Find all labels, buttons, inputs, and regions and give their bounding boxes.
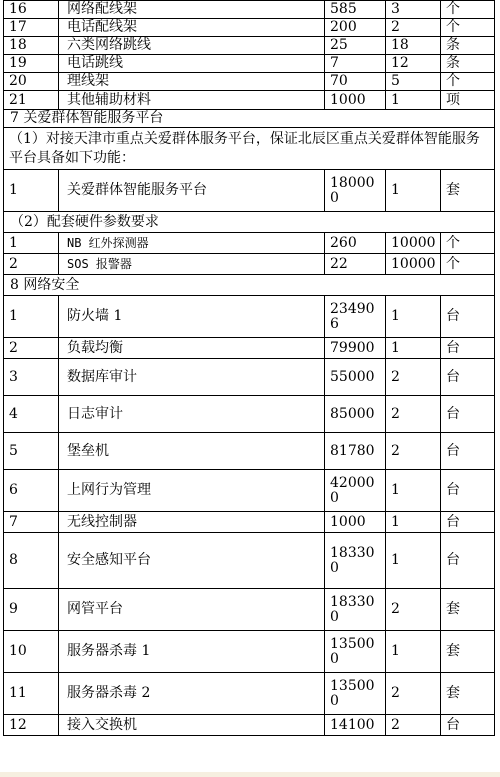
item-price: 70 [325, 73, 386, 91]
page-bottom-strip [0, 772, 500, 777]
table-row [4, 91, 495, 110]
row-number: 6 [4, 470, 59, 512]
table-row [4, 533, 495, 589]
item-price: 79900 [325, 338, 386, 359]
item-price: 135000 [325, 631, 386, 673]
table-row [4, 254, 495, 275]
table-row [4, 19, 495, 37]
row-number: 1 [4, 170, 59, 212]
item-quantity: 1 [386, 170, 441, 212]
item-name: NB 红外探测器 [59, 233, 325, 254]
row-number: 4 [4, 396, 59, 433]
item-name: 安全感知平台 [59, 533, 325, 589]
item-quantity: 1 [386, 631, 441, 673]
item-unit: 套 [441, 589, 495, 631]
item-price: 22 [325, 254, 386, 275]
item-price: 585 [325, 1, 386, 19]
item-price: 260 [325, 233, 386, 254]
item-unit: 台 [441, 433, 495, 470]
item-price: 7 [325, 55, 386, 73]
item-unit: 台 [441, 512, 495, 533]
procurement-table [3, 0, 495, 736]
item-name: 网络配线架 [59, 1, 325, 19]
item-quantity: 1 [386, 296, 441, 338]
item-name: 堡垒机 [59, 433, 325, 470]
item-name: 数据库审计 [59, 359, 325, 396]
item-unit: 个 [441, 233, 495, 254]
item-price: 85000 [325, 396, 386, 433]
item-price: 180000 [325, 170, 386, 212]
table-row [4, 715, 495, 736]
table-row [4, 589, 495, 631]
item-name: 防火墙 1 [59, 296, 325, 338]
item-name: 理线架 [59, 73, 325, 91]
item-name: SOS 报警器 [59, 254, 325, 275]
row-number: 12 [4, 715, 59, 736]
item-quantity: 2 [386, 359, 441, 396]
item-quantity: 12 [386, 55, 441, 73]
item-price: 25 [325, 37, 386, 55]
item-price: 55000 [325, 359, 386, 396]
table-row [4, 359, 495, 396]
item-quantity: 1 [386, 512, 441, 533]
table-row [4, 631, 495, 673]
item-unit: 个 [441, 1, 495, 19]
row-number: 18 [4, 37, 59, 55]
item-quantity: 2 [386, 396, 441, 433]
item-price: 14100 [325, 715, 386, 736]
row-number: 1 [4, 233, 59, 254]
item-name: 上网行为管理 [59, 470, 325, 512]
table-row [4, 170, 495, 212]
row-number: 11 [4, 673, 59, 715]
item-quantity: 1 [386, 533, 441, 589]
item-unit: 台 [441, 396, 495, 433]
row-number: 20 [4, 73, 59, 91]
table-row [4, 37, 495, 55]
table-row [4, 396, 495, 433]
item-name: 电话配线架 [59, 19, 325, 37]
item-quantity: 1 [386, 91, 441, 110]
item-unit: 套 [441, 631, 495, 673]
item-name: 服务器杀毒 2 [59, 673, 325, 715]
table-row [4, 55, 495, 73]
item-unit: 台 [441, 715, 495, 736]
table-row [4, 433, 495, 470]
item-unit: 个 [441, 73, 495, 91]
row-number: 5 [4, 433, 59, 470]
row-number: 17 [4, 19, 59, 37]
item-name: 服务器杀毒 1 [59, 631, 325, 673]
item-unit: 个 [441, 254, 495, 275]
item-unit: 套 [441, 673, 495, 715]
item-price: 1000 [325, 91, 386, 110]
item-unit: 台 [441, 338, 495, 359]
item-quantity: 1 [386, 338, 441, 359]
item-price: 1000 [325, 512, 386, 533]
item-unit: 条 [441, 37, 495, 55]
item-unit: 台 [441, 359, 495, 396]
item-price: 81780 [325, 433, 386, 470]
item-unit: 项 [441, 91, 495, 110]
item-unit: 套 [441, 170, 495, 212]
row-number: 19 [4, 55, 59, 73]
item-unit: 条 [441, 55, 495, 73]
item-name: 网管平台 [59, 589, 325, 631]
row-number: 8 [4, 533, 59, 589]
item-name: 无线控制器 [59, 512, 325, 533]
item-quantity: 10000 [386, 233, 441, 254]
item-name: 其他辅助材料 [59, 91, 325, 110]
item-unit: 台 [441, 533, 495, 589]
item-price: 135000 [325, 673, 386, 715]
item-quantity: 2 [386, 589, 441, 631]
table-row [4, 73, 495, 91]
section-subheader [4, 212, 495, 233]
item-price: 234906 [325, 296, 386, 338]
section-description-row [4, 128, 495, 170]
table-row [4, 338, 495, 359]
row-number: 10 [4, 631, 59, 673]
item-name: 电话跳线 [59, 55, 325, 73]
item-quantity: 3 [386, 1, 441, 19]
item-price: 183300 [325, 589, 386, 631]
row-number: 2 [4, 338, 59, 359]
item-quantity: 2 [386, 19, 441, 37]
table-row [4, 512, 495, 533]
row-number: 21 [4, 91, 59, 110]
item-quantity: 5 [386, 73, 441, 91]
table-row [4, 296, 495, 338]
item-name: 六类网络跳线 [59, 37, 325, 55]
item-price: 420000 [325, 470, 386, 512]
section-header [4, 110, 495, 128]
row-number: 9 [4, 589, 59, 631]
item-unit: 个 [441, 19, 495, 37]
section-7-title: 7 关爱群体智能服务平台 [4, 110, 495, 128]
section-7-description: （1）对接天津市重点关爱群体服务平台，保证北辰区重点关爱群体智能服务平台具备如下功能： [4, 128, 495, 170]
row-number: 1 [4, 296, 59, 338]
row-number: 2 [4, 254, 59, 275]
item-quantity: 2 [386, 673, 441, 715]
row-number: 16 [4, 1, 59, 19]
row-number: 7 [4, 512, 59, 533]
item-price: 200 [325, 19, 386, 37]
table-row [4, 1, 495, 19]
table-row [4, 233, 495, 254]
item-unit: 台 [441, 470, 495, 512]
item-quantity: 2 [386, 433, 441, 470]
section-7-subtitle: （2）配套硬件参数要求 [4, 212, 495, 233]
item-quantity: 1 [386, 470, 441, 512]
item-name: 接入交换机 [59, 715, 325, 736]
item-unit: 台 [441, 296, 495, 338]
table-row [4, 470, 495, 512]
item-name: 负载均衡 [59, 338, 325, 359]
item-price: 183300 [325, 533, 386, 589]
item-quantity: 2 [386, 715, 441, 736]
item-quantity: 10000 [386, 254, 441, 275]
section-header [4, 275, 495, 296]
table-row [4, 673, 495, 715]
section-8-title: 8 网络安全 [4, 275, 495, 296]
item-name: 日志审计 [59, 396, 325, 433]
item-quantity: 18 [386, 37, 441, 55]
item-name: 关爱群体智能服务平台 [59, 170, 325, 212]
row-number: 3 [4, 359, 59, 396]
